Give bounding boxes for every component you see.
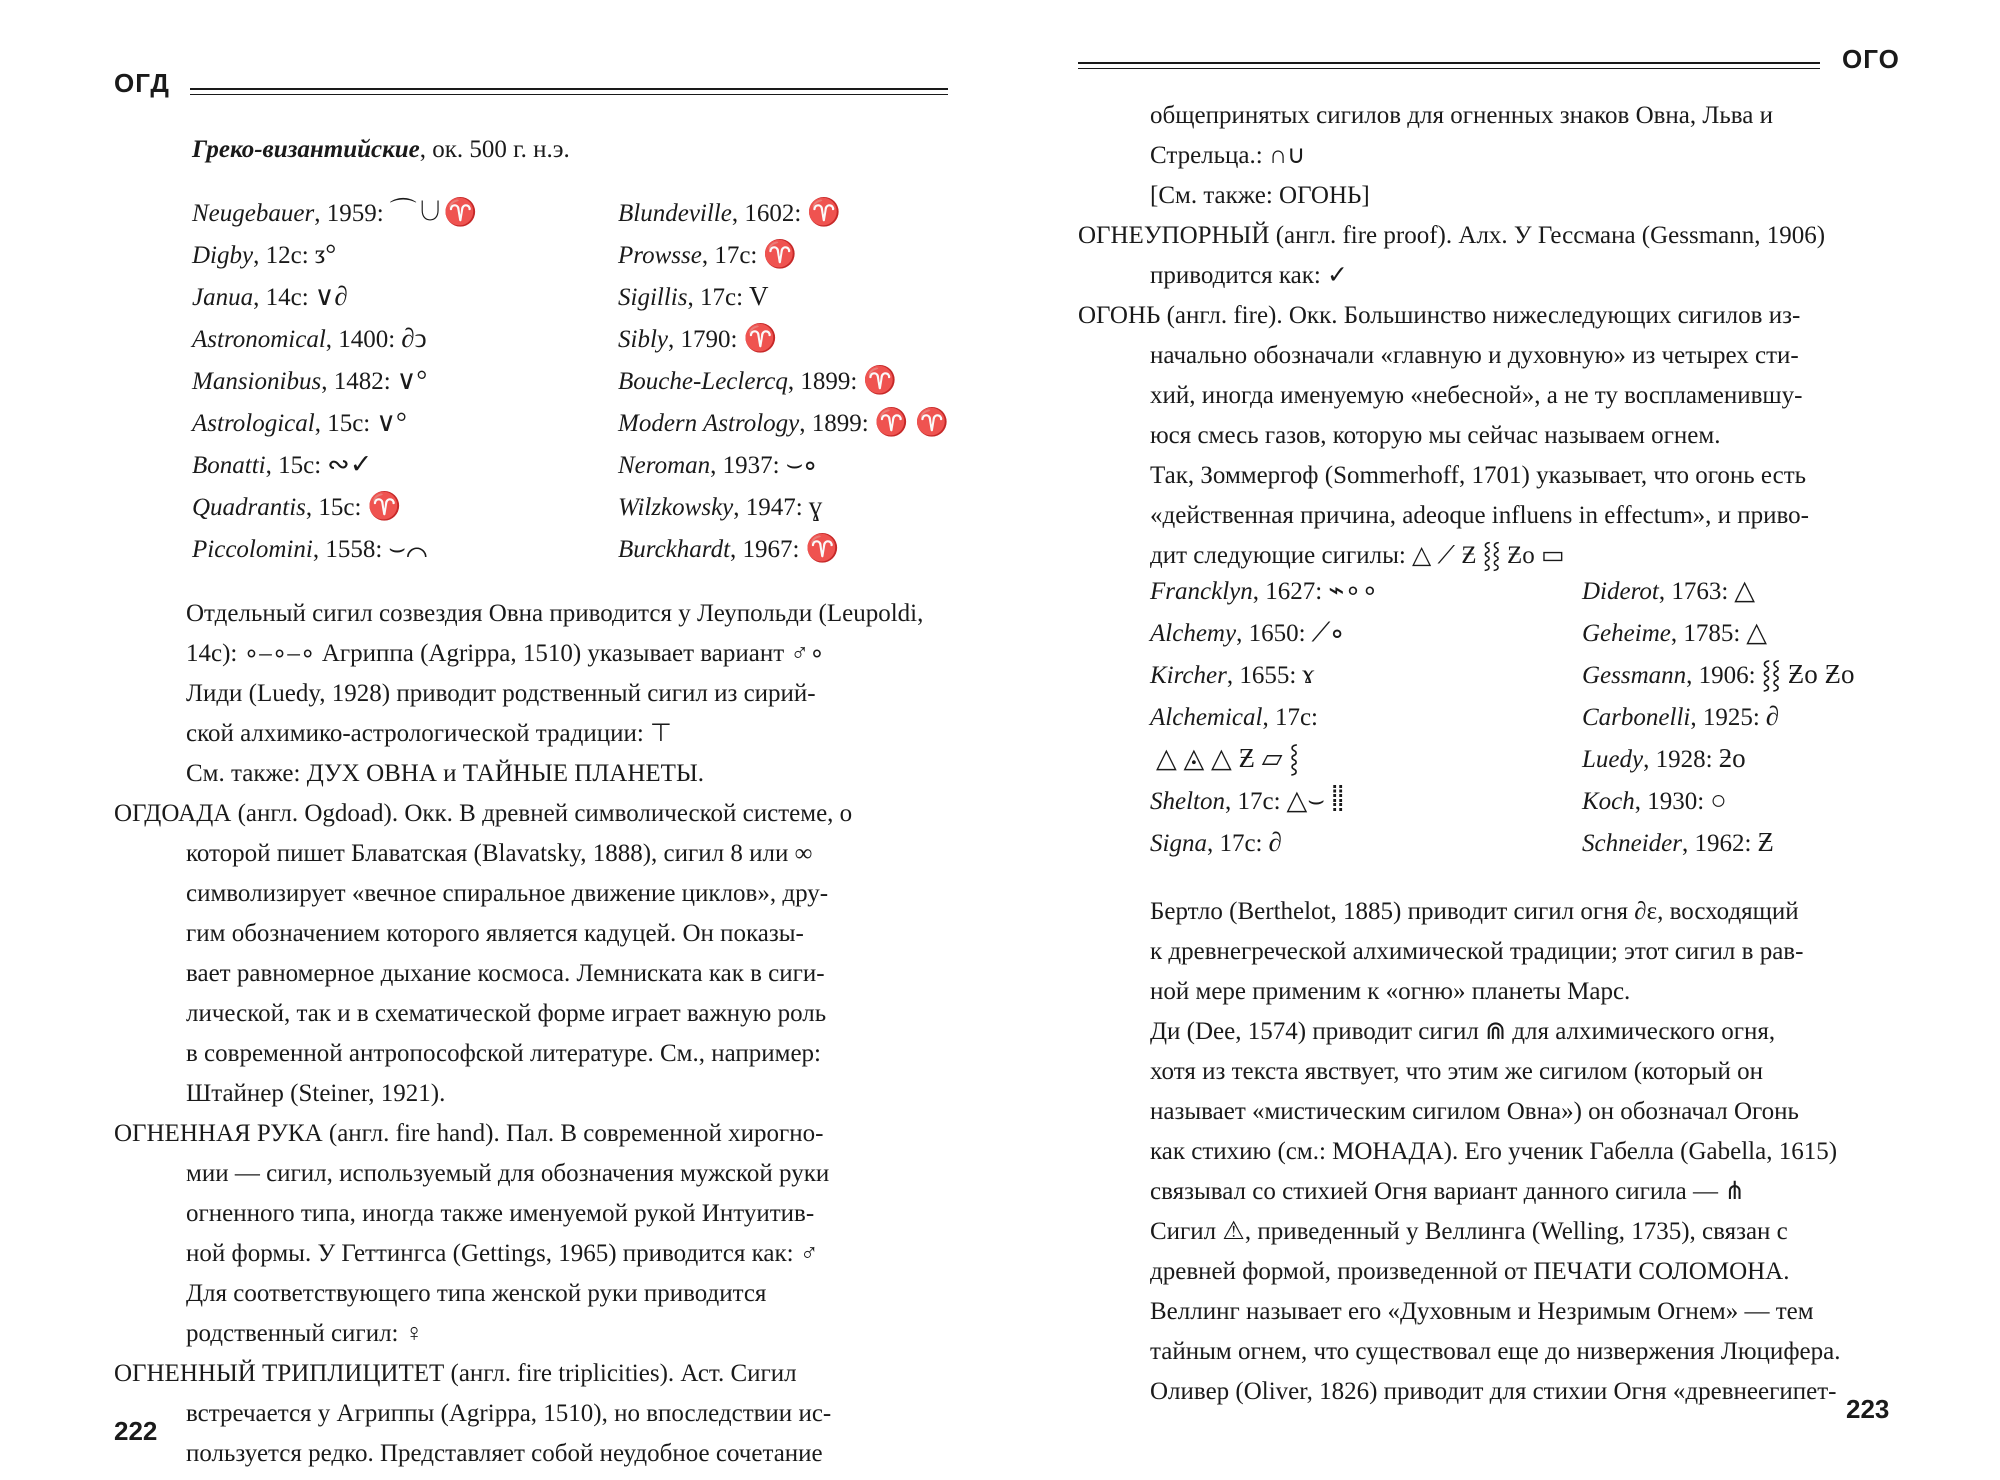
text-line: Для соответствующего типа женской руки приводится <box>186 1280 767 1307</box>
text-line: приводится как: ✓ <box>1150 262 1348 289</box>
sigil-entry <box>192 528 477 570</box>
text-line: гим обозначением которого является кадуцей. Он показы- <box>186 920 804 947</box>
sigil-entry <box>192 276 477 318</box>
sigil-glyph: ∂ↄ <box>401 323 427 353</box>
text-line: хий, иногда именуемую «небесной», а не ту воспламенившу- <box>1150 382 1803 409</box>
sigil-entry <box>192 486 477 528</box>
text-line: Сигил ⚠, приведенный у Веллинга (Welling, 1735), связан с <box>1150 1218 1788 1245</box>
page-number: 222 <box>114 1416 158 1446</box>
source-year: , 1947: <box>733 494 803 521</box>
text-line: ОГНЕУПОРНЫЙ (англ. fire proof). Алх. У Гессмана (Gessmann, 1906) <box>1078 222 1826 249</box>
sigil-glyph: ᴣ° <box>314 239 337 269</box>
source-name: Neroman <box>618 452 711 479</box>
sigil-glyph: ⌣∘ <box>785 449 817 479</box>
header-rule <box>190 88 948 90</box>
sigil-entry <box>1150 654 1378 696</box>
running-head: ОГД <box>114 68 170 98</box>
section-title: Греко-византийские <box>192 136 420 163</box>
source-name: Alchemy <box>1150 620 1237 647</box>
source-name: Quadrantis <box>192 494 306 521</box>
source-name: Francklyn <box>1150 578 1253 605</box>
source-name: Blundeville <box>618 200 732 227</box>
source-year: , 1928: <box>1643 746 1713 773</box>
sigil-glyph: ∨° <box>376 407 407 437</box>
source-name: Sibly <box>618 326 668 353</box>
header-rule-thin <box>1078 68 1820 69</box>
sigil-entry <box>618 444 949 486</box>
text-line: начально обозначали «главную и духовную» из четырех сти- <box>1150 342 1799 369</box>
sigil-entry <box>618 360 949 402</box>
sigil-list-right <box>1582 570 1854 864</box>
sigil-entry <box>618 528 949 570</box>
sigil-glyph: △ <box>1746 617 1768 647</box>
text-line: Штайнер (Steiner, 1921). <box>186 1080 446 1107</box>
source-year: , 1967: <box>730 536 800 563</box>
source-name: Sigillis <box>618 284 688 311</box>
sigil-glyph: ∨∂ <box>314 281 348 311</box>
sigil-entry <box>192 318 477 360</box>
sigil-glyph: ♈ <box>805 533 840 563</box>
sigil-entry <box>192 360 477 402</box>
sigil-glyph: ♈ <box>743 323 778 353</box>
sigil-entry <box>1582 570 1854 612</box>
sigil-entry <box>192 444 477 486</box>
text-line: к древнегреческой алхимической традиции; этот сигил в рав- <box>1150 938 1804 965</box>
source-name: Wilzkowsky <box>618 494 734 521</box>
text-line: См. также: ДУХ ОВНА и ТАЙНЫЕ ПЛАНЕТЫ. <box>186 760 705 787</box>
sigil-glyph: ∨° <box>396 365 428 395</box>
sigil-entry <box>618 276 949 318</box>
source-year: , 1650: <box>1236 620 1306 647</box>
source-year: , 1627: <box>1252 578 1323 605</box>
source-year: , 1482: <box>321 368 391 395</box>
text-line: хотя из текста явствует, что этим же сигилом (который он <box>1150 1058 1763 1085</box>
text-line: Лиди (Luedy, 1928) приводит родственный сигил из сирий- <box>186 680 816 707</box>
text-line: ОГНЕННАЯ РУКА (англ. fire hand). Пал. В современной хирогно- <box>114 1120 824 1147</box>
source-name: Schneider <box>1582 830 1682 857</box>
source-year: , 1930: <box>1634 788 1705 815</box>
sigil-entry <box>1582 780 1854 822</box>
source-name: Janua <box>192 284 254 311</box>
page-number: 223 <box>1846 1394 1890 1424</box>
text-line: ной мере применим к «огню» планеты Марс. <box>1150 978 1631 1005</box>
text-line: «действенная причина, adeoque influens in effectum», и приво- <box>1150 502 1810 529</box>
text-line: ОГДОАДА (англ. Ogdoad). Окк. В древней символической системе, о <box>114 800 853 827</box>
text-line: Оливер (Oliver, 1826) приводит для стихии Огня «древнеегипет- <box>1150 1378 1837 1405</box>
text-line: связывал со стихией Огня вариант данного сигила — ⋔ <box>1150 1178 1746 1205</box>
text-line: вает равномерное дыхание космоса. Лемниската как в сиги- <box>186 960 825 987</box>
text-line: родственный сигил: ♀ <box>186 1320 424 1347</box>
sigil-glyph: ∾✓ <box>327 449 373 479</box>
sigil-entry <box>1150 570 1378 612</box>
source-year: , 1962: <box>1681 830 1752 857</box>
source-year: , 1785: <box>1670 620 1741 647</box>
source-name: Neugebauer <box>192 200 315 227</box>
sigil-glyph: ⌣⌒ <box>388 533 428 563</box>
right-page <box>1000 0 2000 1480</box>
source-name: Kircher <box>1150 662 1227 689</box>
source-year: , 1763: <box>1658 578 1729 605</box>
source-name: Diderot <box>1582 578 1659 605</box>
source-year: , 1925: <box>1690 704 1760 731</box>
source-name: Geheime <box>1582 620 1671 647</box>
sigil-list-left <box>1150 570 1378 864</box>
text-line: юся смесь газов, которую мы сейчас называем огнем. <box>1150 422 1721 449</box>
source-year: , 17c: <box>701 242 758 269</box>
source-name: Astrological <box>192 410 315 437</box>
sigil-glyph: ⌒∪♈ <box>389 197 478 227</box>
source-name: Signa <box>1150 830 1207 857</box>
sigil-glyph: ♈ <box>367 491 402 521</box>
section-heading <box>192 130 570 170</box>
text-line: дит следующие сигилы: △ ⟋ Ƶ ⸾⸾ Ƶo ▭ <box>1150 542 1565 569</box>
sigil-glyph: ∂ <box>1765 701 1780 731</box>
sigil-glyph: △ ◬ △ Ƶ ▱ ⸾ <box>1156 743 1299 773</box>
text-line: Отдельный сигил созвездия Овна приводится у Леупольди (Leupoldi, <box>186 600 924 627</box>
text-line: ной формы. У Геттингса (Gettings, 1965) приводится как: ♂ <box>186 1240 819 1267</box>
text-line: пользуется редко. Представляет собой неудобное сочетание <box>186 1440 823 1467</box>
text-line: [См. также: ОГОНЬ] <box>1150 182 1370 209</box>
text-line: ОГОНЬ (англ. fire). Окк. Большинство нижеследующих сигилов из- <box>1078 302 1801 329</box>
sigil-entry <box>618 318 949 360</box>
text-line: огненного типа, иногда также именуемой рукой Интуитив- <box>186 1200 815 1227</box>
sigil-entry <box>1582 696 1854 738</box>
sigil-glyph: ⌁∘∘ <box>1328 575 1379 605</box>
sigil-glyph: ○ <box>1710 785 1727 815</box>
sigil-glyph: ♈ <box>863 365 897 395</box>
text-line: ОГНЕННЫЙ ТРИПЛИЦИТЕТ (англ. fire triplicities). Аст. Сигил <box>114 1360 797 1387</box>
source-year: , 1655: <box>1226 662 1297 689</box>
source-name: Shelton <box>1150 788 1225 815</box>
section-title-rest: , ок. 500 г. н.э. <box>419 136 570 163</box>
text-line: называет «мистическим сигилом Овна») он обозначал Огонь <box>1150 1098 1799 1125</box>
sigil-glyph: ƻo <box>1718 743 1746 773</box>
sigil-glyph: ♈ <box>807 197 841 227</box>
sigil-glyph: △⌣ ⸽⸽ <box>1286 785 1344 815</box>
sigil-entry <box>1150 780 1378 822</box>
sigil-list-left <box>192 192 477 570</box>
source-year: , 17c: <box>687 284 744 311</box>
source-name: Luedy <box>1582 746 1644 773</box>
text-line: общепринятых сигилов для огненных знаков Овна, Льва и <box>1150 102 1773 129</box>
sigil-entry <box>1150 738 1378 780</box>
text-line: тайным огнем, что существовал еще до низвержения Люцифера. <box>1150 1338 1841 1365</box>
source-year: , 1899: <box>799 410 869 437</box>
source-year: , 1906: <box>1686 662 1756 689</box>
source-year: , 1558: <box>312 536 383 563</box>
sigil-glyph: ⸾⸾ Ƶo Ƶo <box>1761 659 1855 689</box>
text-line: Ди (Dee, 1574) приводит сигил ⋒ для алхимического огня, <box>1150 1018 1776 1045</box>
text-line: в современной антропософской литературе. См., например: <box>186 1040 821 1067</box>
text-line: как стихию (см.: МОНАДА). Его ученик Габелла (Gabella, 1615) <box>1150 1138 1838 1165</box>
sigil-list-right <box>618 192 949 570</box>
sigil-glyph: V <box>749 281 769 311</box>
source-name: Digby <box>192 242 254 269</box>
source-name: Carbonelli <box>1582 704 1691 731</box>
sigil-entry <box>618 234 949 276</box>
source-year: , 17c: <box>1262 704 1318 731</box>
sigil-glyph: ∂ <box>1268 827 1282 857</box>
text-line: Бертло (Berthelot, 1885) приводит сигил огня ∂ε, восходящий <box>1150 898 1799 925</box>
sigil-entry <box>1582 738 1854 780</box>
source-year: , 1959: <box>314 200 384 227</box>
text-line: 14c): ∘–∘–∘ Агриппа (Agrippa, 1510) указывает вариант ♂∘ <box>186 640 825 667</box>
source-name: Mansionibus <box>192 368 322 395</box>
source-year: , 14c: <box>253 284 309 311</box>
text-line: ской алхимико-астрологической традиции: ⊤ <box>186 720 672 747</box>
sigil-entry <box>1582 822 1854 864</box>
source-year: , 12c: <box>253 242 309 269</box>
sigil-entry <box>618 486 949 528</box>
text-line: символизирует «вечное спиральное движение циклов», дру- <box>186 880 829 907</box>
sigil-glyph: △ <box>1734 575 1756 605</box>
sigil-glyph: ♈ <box>763 239 797 269</box>
running-head: ОГО <box>1842 44 1900 74</box>
source-year: , 17c: <box>1206 830 1263 857</box>
right-text-bottom <box>1078 892 1840 1412</box>
source-year: , 1790: <box>668 326 738 353</box>
header-rule <box>1078 62 1820 64</box>
text-line: Стрельца.: ∩∪ <box>1150 142 1306 169</box>
source-name: Burckhardt <box>618 536 731 563</box>
source-name: Prowsse <box>618 242 702 269</box>
sigil-entry <box>1582 612 1854 654</box>
source-year: , 1400: <box>325 326 396 353</box>
source-year: , 17c: <box>1225 788 1281 815</box>
sigil-entry <box>618 402 949 444</box>
sigil-glyph: Ƶ <box>1757 827 1774 857</box>
source-year: , 15c: <box>314 410 371 437</box>
source-year: , 15c: <box>305 494 362 521</box>
source-year: , 1899: <box>787 368 858 395</box>
sigil-entry <box>1150 822 1378 864</box>
source-name: Astronomical <box>192 326 326 353</box>
text-line: которой пишет Блаватская (Blavatsky, 1888), сигил 8 или ∞ <box>186 840 813 867</box>
text-line: Так, Зоммергоф (Sommerhoff, 1701) указывает, что огонь есть <box>1150 462 1807 489</box>
header-rule-thin <box>190 94 948 95</box>
source-year: , 1937: <box>710 452 780 479</box>
sigil-entry <box>1150 612 1378 654</box>
source-name: Piccolomini <box>192 536 313 563</box>
right-text-top <box>1078 96 1825 576</box>
sigil-glyph: ♈ ♈ <box>874 407 949 437</box>
source-name: Gessmann <box>1582 662 1687 689</box>
source-name: Modern Astrology <box>618 410 800 437</box>
sigil-entry <box>192 192 477 234</box>
sigil-entry <box>192 234 477 276</box>
source-name: Koch <box>1582 788 1635 815</box>
sigil-entry <box>618 192 949 234</box>
text-line: встречается у Агриппы (Agrippa, 1510), но впоследствии ис- <box>186 1400 832 1427</box>
text-line: Веллинг называет его «Духовным и Незримым Огнем» — тем <box>1150 1298 1814 1325</box>
text-line: лической, так и в схематической форме играет важную роль <box>186 1000 827 1027</box>
sigil-entry <box>1150 696 1378 738</box>
sigil-entry <box>1582 654 1854 696</box>
sigil-glyph: ⟋∘ <box>1311 617 1344 647</box>
text-line: древней формой, произведенной от ПЕЧАТИ СОЛОМОНА. <box>1150 1258 1790 1285</box>
source-name: Alchemical <box>1150 704 1263 731</box>
sigil-entry <box>192 402 477 444</box>
source-name: Bouche-Leclercq <box>618 368 788 395</box>
text-line: мии — сигил, используемый для обозначения мужской руки <box>186 1160 830 1187</box>
source-year: , 1602: <box>731 200 802 227</box>
left-text-body <box>114 594 923 1474</box>
sigil-glyph: ɤ <box>1302 659 1315 689</box>
source-year: , 15c: <box>265 452 322 479</box>
sigil-glyph: ɣ <box>808 491 823 521</box>
source-name: Bonatti <box>192 452 266 479</box>
